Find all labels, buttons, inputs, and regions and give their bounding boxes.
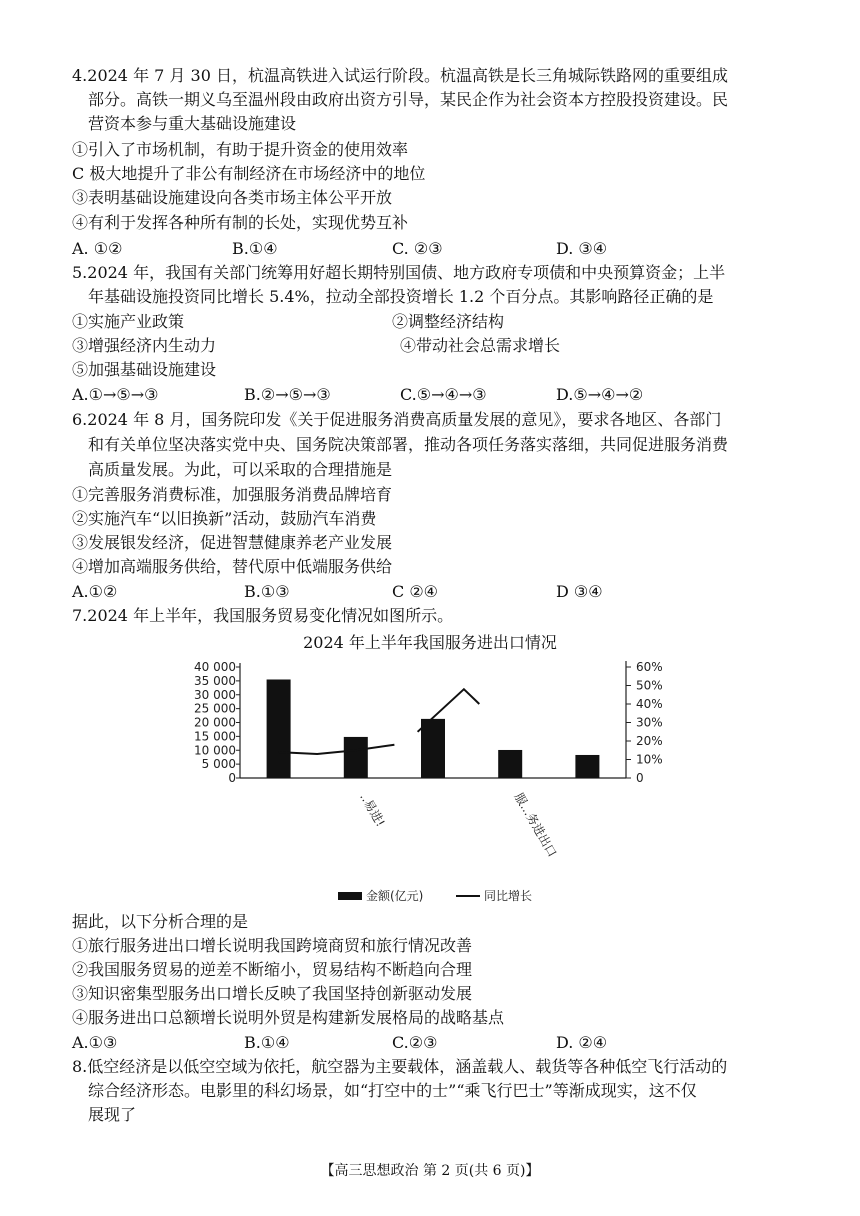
q6-stem-line-3: 高质量发展。为此，可以采取的合理措施是 xyxy=(88,460,393,479)
legend-bar-label: 金额(亿元) xyxy=(366,889,424,903)
q6-option-d[interactable]: D ③④ xyxy=(556,582,603,601)
q6-item-1: ①完善服务消费标准，加强服务消费品牌培育 xyxy=(72,485,393,504)
left-tick-label: 0 xyxy=(228,771,236,785)
q4-stem-line-2: 部分。高铁一期义乌至温州段由政府出资方引导，某民企作为社会资本方控股投资建设。民 xyxy=(88,90,729,109)
q6-item-4: ④增加高端服务供给，替代原中低端服务供给 xyxy=(72,557,393,576)
q4-option-b[interactable]: B.①④ xyxy=(232,239,278,258)
q5-stem-line-2: 年基础设施投资同比增长 5.4%，拉动全部投资增长 1.2 个百分点。其影响路径正确的是 xyxy=(88,287,714,306)
q4-item-2: C 极大地提升了非公有制经济在市场经济中的地位 xyxy=(72,164,426,183)
right-tick-label: 60% xyxy=(636,660,663,674)
category-label: 服...务进出口 xyxy=(511,790,560,860)
bar xyxy=(344,737,368,778)
right-tick-label: 10% xyxy=(636,752,663,767)
legend-line-label: 同比增长 xyxy=(484,889,533,903)
q8-stem-line-1: 8.低空经济是以低空空域为依托，航空器为主要载体，涵盖载人、载货等各种低空飞行活动的 xyxy=(72,1057,728,1076)
q7-option-b[interactable]: B.①④ xyxy=(244,1033,290,1052)
q5-option-c[interactable]: C.⑤→④→③ xyxy=(400,385,487,404)
right-tick-label: 30% xyxy=(636,715,663,730)
q5-option-a[interactable]: A.①→⑤→③ xyxy=(72,385,159,404)
left-tick-label: 35 000 xyxy=(194,673,236,688)
left-tick-label: 20 000 xyxy=(194,715,236,730)
q6-option-b[interactable]: B.①③ xyxy=(244,582,290,601)
chart-title: 2024 年上半年我国服务进出口情况 xyxy=(303,633,557,652)
q4-stem-line-3: 营资本参与重大基础设施建设 xyxy=(88,114,297,133)
service-trade-chart xyxy=(0,650,860,912)
growth-line xyxy=(279,745,395,754)
q7-option-c[interactable]: C.②③ xyxy=(392,1033,438,1052)
q4-item-4: ④有利于发挥各种所有制的长处，实现优势互补 xyxy=(72,213,409,232)
left-tick-label: 40 000 xyxy=(194,660,236,674)
left-tick-label: 10 000 xyxy=(194,743,236,758)
right-tick-label: 40% xyxy=(636,697,663,711)
q4-stem-line-1: 4.2024 年 7 月 30 日，杭温高铁进入试运行阶段。杭温高铁是长三角城际铁路网的重要组成 xyxy=(72,66,728,85)
legend-bar-swatch xyxy=(338,892,362,900)
bar xyxy=(267,679,291,778)
q8-stem-line-3: 展现了 xyxy=(88,1105,137,1124)
q4-item-3: ③表明基础设施建设向各类市场主体公平开放 xyxy=(72,188,393,207)
q6-option-a[interactable]: A.①② xyxy=(72,582,118,601)
q6-item-2: ②实施汽车“以旧换新”活动，鼓励汽车消费 xyxy=(72,509,377,528)
q4-option-a[interactable]: A. ①② xyxy=(72,239,123,258)
page-footer: 【高三思想政治 第 2 页(共 6 页)】 xyxy=(320,1163,540,1179)
left-tick-label: 15 000 xyxy=(194,729,236,744)
bar xyxy=(575,755,599,778)
q4-option-c[interactable]: C. ②③ xyxy=(392,239,443,258)
q7-option-a[interactable]: A.①③ xyxy=(72,1033,118,1052)
q5-option-d[interactable]: D.⑤→④→② xyxy=(556,385,644,404)
right-tick-label: 50% xyxy=(636,678,663,693)
q5-option-b[interactable]: B.②→⑤→③ xyxy=(244,385,331,404)
q5-item-1: ①实施产业政策 xyxy=(72,312,185,331)
q5-item-2: ②调整经济结构 xyxy=(392,312,505,331)
q6-stem-line-1: 6.2024 年 8 月，国务院印发《关于促进服务消费高质量发展的意见》，要求各地区、各部门 xyxy=(72,410,722,429)
left-tick-label: 25 000 xyxy=(194,701,236,716)
q6-item-3: ③发展银发经济，促进智慧健康养老产业发展 xyxy=(72,533,393,552)
right-tick-label: 20% xyxy=(636,734,663,748)
category-label: ..易进! xyxy=(357,790,388,830)
q7-item-4: ④服务进出口总额增长说明外贸是构建新发展格局的战略基点 xyxy=(72,1008,505,1027)
q6-stem-line-2: 和有关单位坚决落实党中央、国务院决策部署，推动各项任务落实落细，共同促进服务消费 xyxy=(88,435,729,454)
right-tick-label: 0 xyxy=(636,771,644,785)
left-tick-label: 5 000 xyxy=(201,757,236,772)
q6-option-c[interactable]: C ②④ xyxy=(392,582,439,601)
q5-item-3: ③增强经济内生动力 xyxy=(72,336,217,355)
bar xyxy=(421,719,445,778)
q5-item-5: ⑤加强基础设施建设 xyxy=(72,360,217,379)
q7-option-d[interactable]: D. ②④ xyxy=(556,1033,608,1052)
q7-after: 据此，以下分析合理的是 xyxy=(72,912,249,931)
q4-option-d[interactable]: D. ③④ xyxy=(556,239,608,258)
q7-item-3: ③知识密集型服务出口增长反映了我国坚持创新驱动发展 xyxy=(72,984,473,1003)
q5-item-4: ④带动社会总需求增长 xyxy=(400,336,561,355)
q7-item-1: ①旅行服务进出口增长说明我国跨境商贸和旅行情况改善 xyxy=(72,936,473,955)
q4-item-1: ①引入了市场机制，有助于提升资金的使用效率 xyxy=(72,140,409,159)
q8-stem-line-2: 综合经济形态。电影里的科幻场景，如“打空中的士”“乘飞行巴士”等渐成现实，这不仅 xyxy=(88,1081,697,1100)
bar xyxy=(498,750,522,778)
left-tick-label: 30 000 xyxy=(194,687,236,702)
q7-stem: 7.2024 年上半年，我国服务贸易变化情况如图所示。 xyxy=(72,606,454,625)
q7-item-2: ②我国服务贸易的逆差不断缩小，贸易结构不断趋向合理 xyxy=(72,960,473,979)
q5-stem-line-1: 5.2024 年，我国有关部门统筹用好超长期特别国债、地方政府专项债和中央预算资金；上半 xyxy=(72,263,726,282)
